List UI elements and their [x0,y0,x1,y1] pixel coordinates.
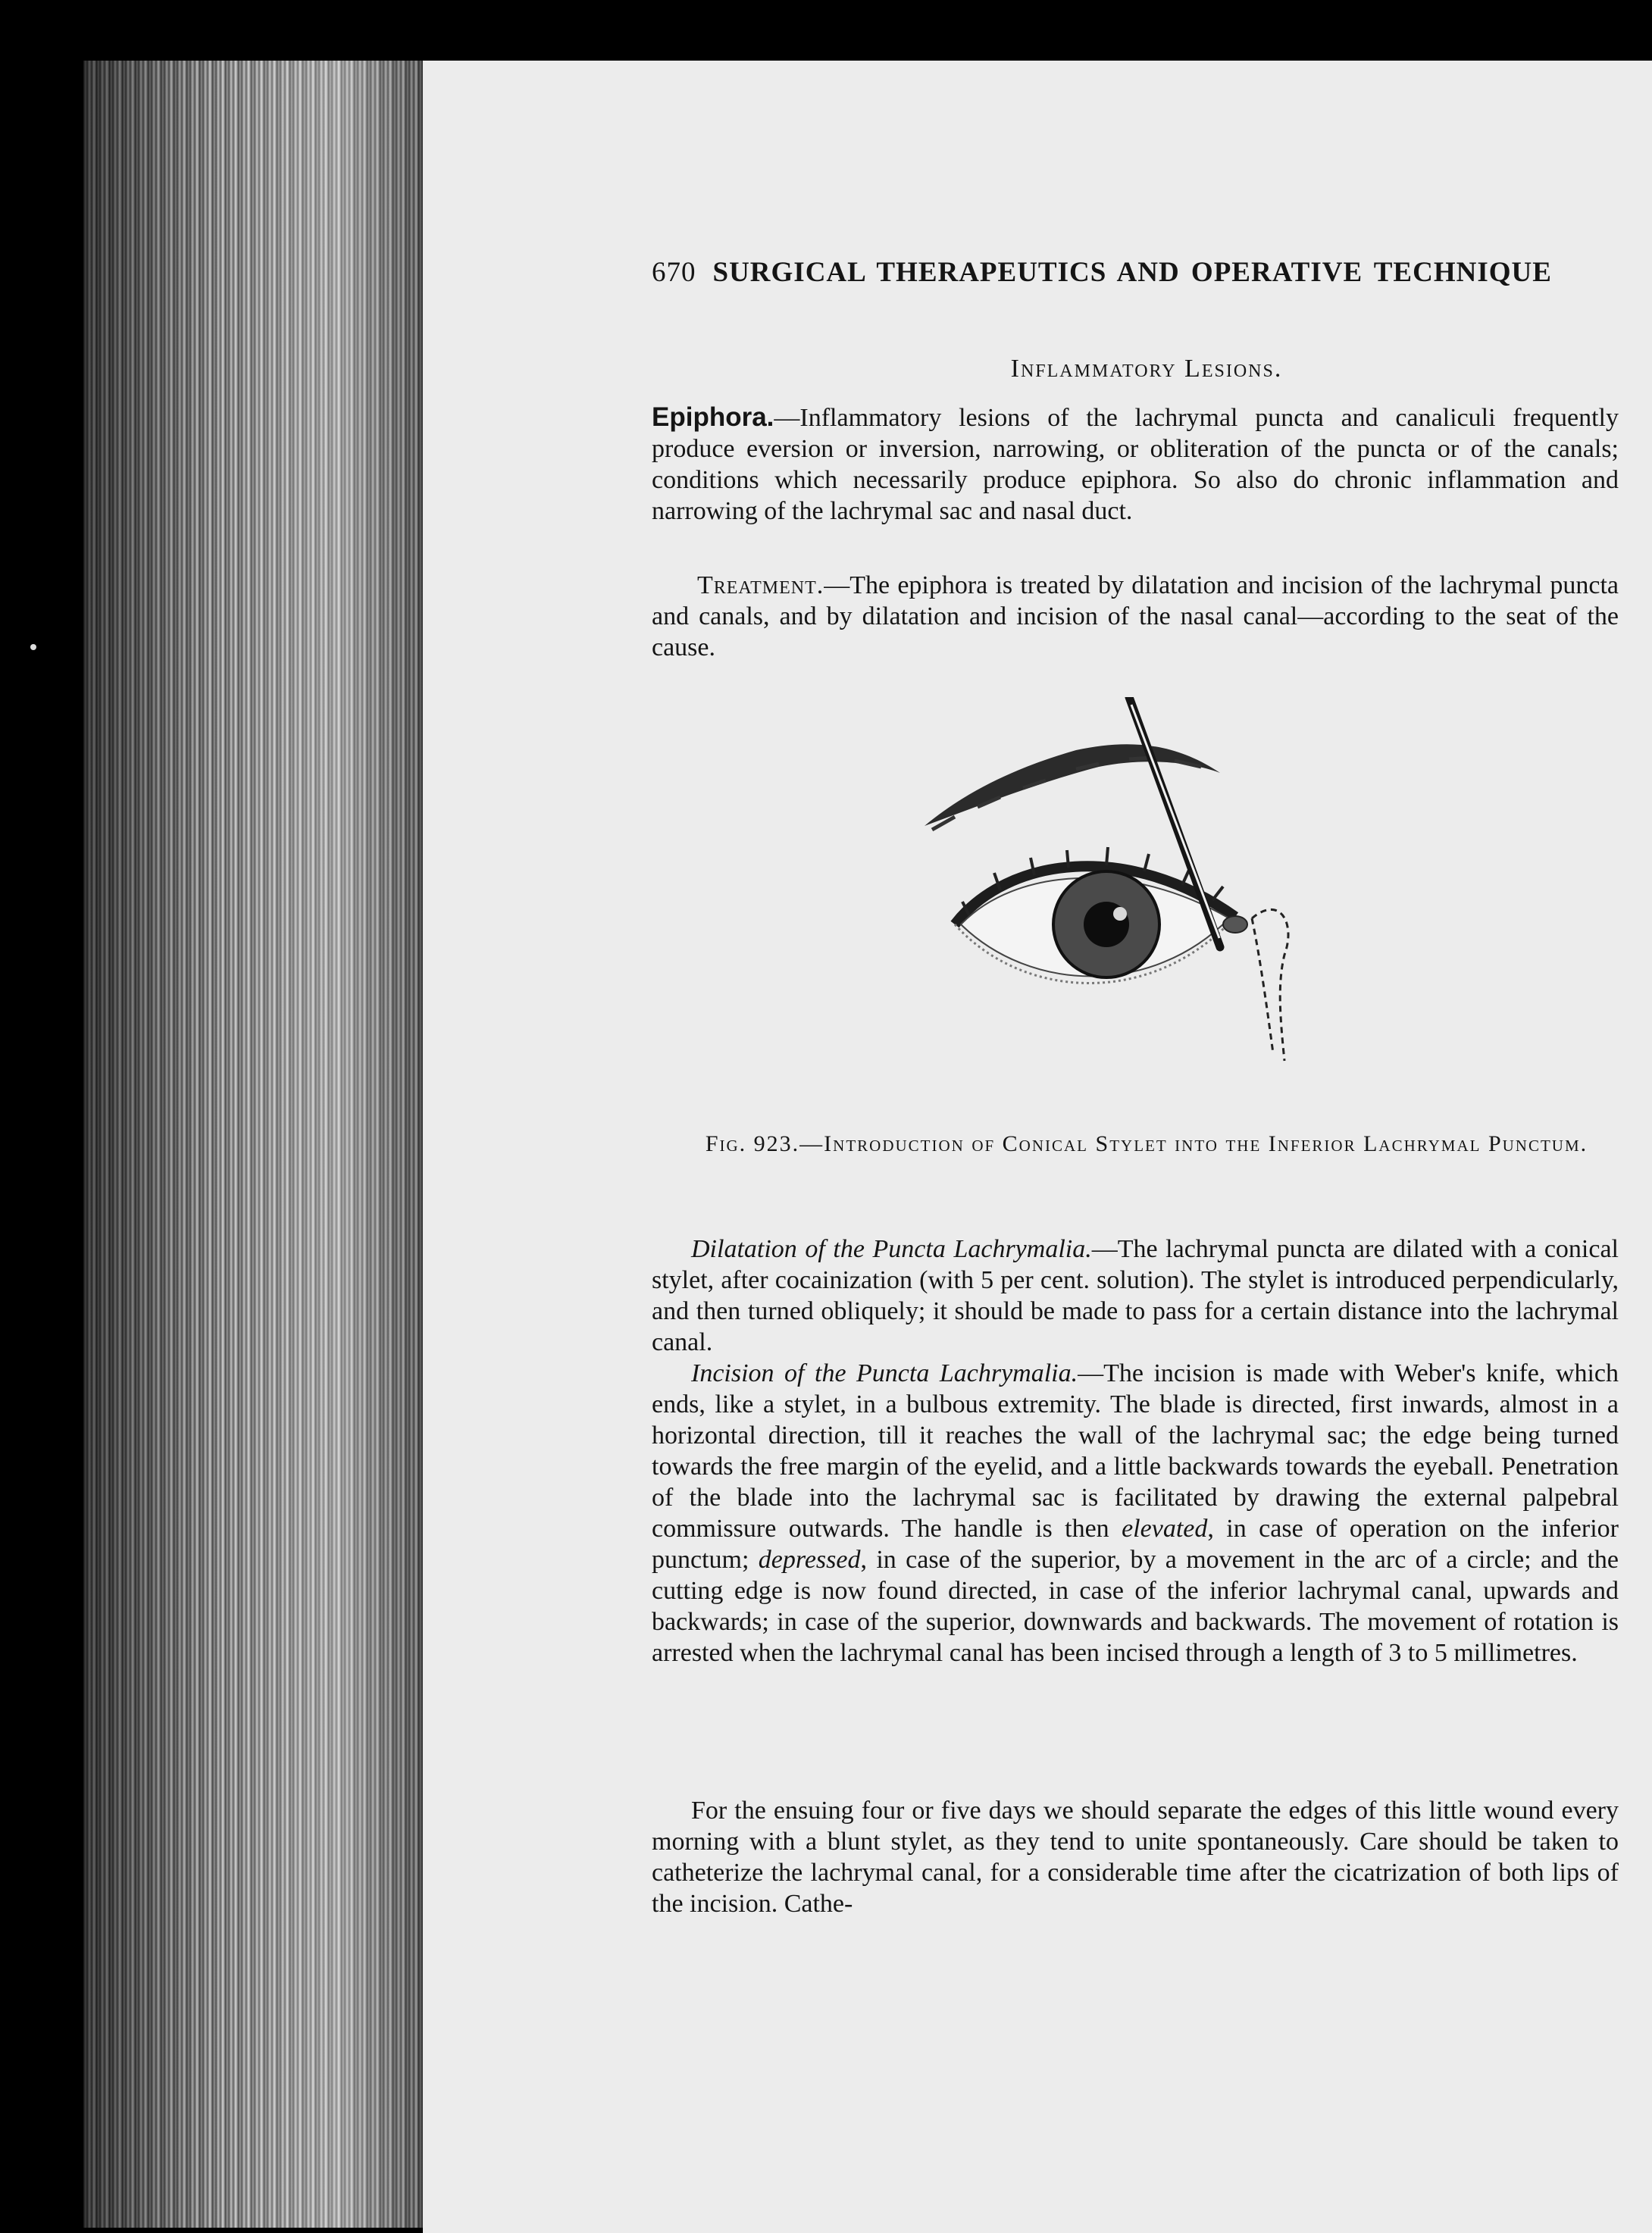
incision-text-2: , in case of operation on the inferior punctum; [652,1515,1619,1574]
dust-speck [30,644,36,650]
paragraph-treatment [652,570,1619,663]
paragraph-incision [652,1358,1619,1668]
page-number: 670 [652,257,696,288]
section-title: Inflammatory Lesions. [1010,355,1283,383]
paragraph-dilatation [652,1234,1619,1358]
book-page-edges [83,61,424,2228]
epiphora-lead: Epiphora. [652,402,774,432]
lachrymal-canal-outline [1252,918,1273,1053]
running-head [652,256,1641,289]
incision-text-3: , in case of the superior, by a movement in the arc of a circle; and the cutting edge is now found directed, in case of the inferior lachrymal canal, upwards and backwards; in case of the superior, downwards and backwards. The movement of rotation is arrested when the lachrymal canal has been incised through a length of 3 to 5 millimetres. [652,1546,1619,1667]
incision-elevated: elevated [1122,1515,1208,1543]
incision-depressed: depressed [758,1546,861,1574]
figure-eye-stylet [902,697,1326,1091]
treatment-body: —The epiphora is treated by dilatation and incision of the lachrymal puncta and canals, and by dilatation and incision of the nasal canal—according to the seat of the cause. [652,571,1619,661]
epiphora-body: —Inflammatory lesions of the lachrymal puncta and canaliculi frequently produce eversion or inversion, narrowing, or obliteration of the puncta or of the canals; conditions which necessarily produce epiphora. So also do chronic inflammation and narrowing of the lachrymal sac and nasal duct. [652,404,1619,525]
running-head-title: SURGICAL THERAPEUTICS AND OPERATIVE TECHNIQUE [712,257,1552,288]
caruncle [1223,916,1247,933]
dilatation-body: —The lachrymal puncta are dilated with a conical stylet, after cocainization (with 5 per cent. solution). The stylet is introduced perpendicularly, and then turned obliquely; it should be made to pass for a certain distance into the lachrymal canal. [652,1235,1619,1356]
book-page [423,61,1652,2233]
after-care-body: For the ensuing four or five days we should separate the edges of this little wound every morning with a blunt stylet, as they tend to unite spontaneously. Care should be taken to catheterize the lachrymal canal, for a considerable time after the cicatrization of both lips of the incision. Cathe- [652,1797,1619,1918]
paragraph-epiphora [652,402,1619,527]
incision-lead: Incision of the Puncta Lachrymalia. [691,1359,1078,1387]
figure-caption: Fig. 923.—Introduction of Conical Stylet into the Inferior Lachrymal Punctum. [705,1131,1588,1156]
dilatation-lead: Dilatation of the Puncta Lachrymalia. [691,1235,1092,1263]
pupil-highlight [1113,907,1127,921]
incision-text-1: —The incision is made with Weber's knife, which ends, like a stylet, in a bulbous extremity. The blade is directed, first inwards, almost in a horizontal direction, till it reaches the wall of the lachrymal sac; the edge being turned towards the free margin of the eyelid, and a little backwards towards the eyeball. Penetration of the blade into the lachrymal sac is facilitated by drawing the external palpebral commissure outwards. The handle is then [652,1359,1619,1543]
treatment-lead: Treatment. [697,571,824,599]
paragraph-after-care [652,1795,1619,1919]
